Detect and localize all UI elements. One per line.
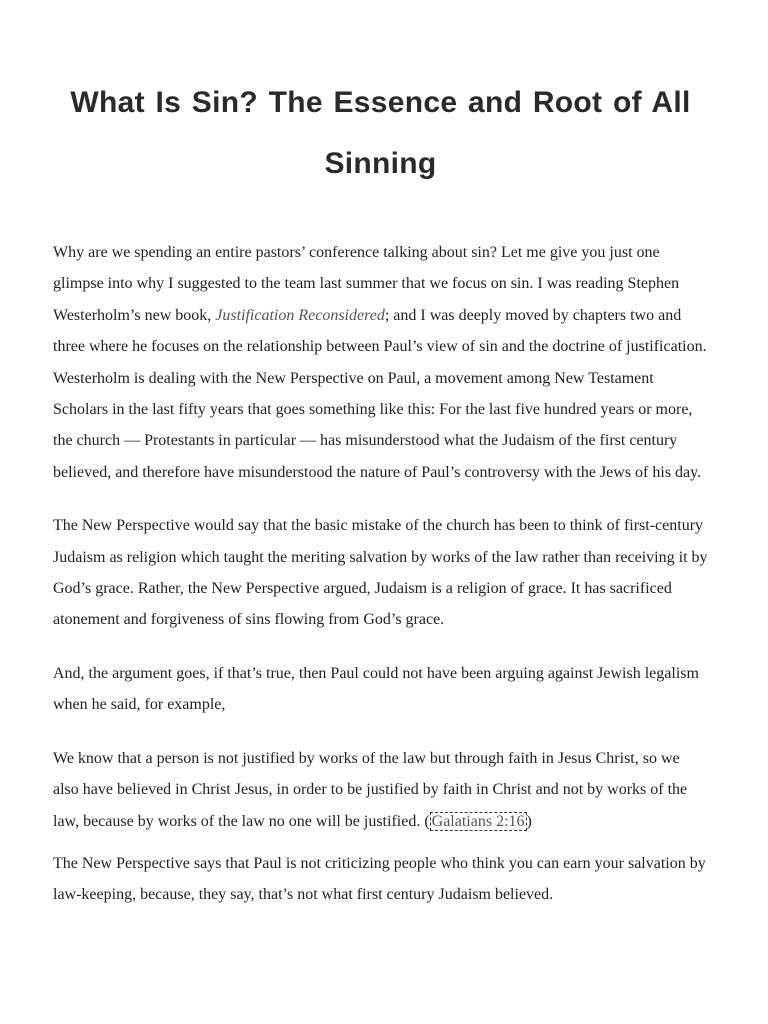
paragraph-1-text-end: ; and I was deeply moved by chapters two and three where he focuses on the relationship between Paul’s view of sin and the doctrine of justification. <box>53 306 707 356</box>
scripture-reference-link[interactable]: Galatians 2:16 <box>431 812 525 830</box>
page-title: What Is Sin? The Essence and Root of All Sinning <box>70 86 691 180</box>
book-title-emphasis: Justification Reconsidered <box>215 306 385 324</box>
paragraph-1-text-start: Why are we spending an entire pastors’ conference talking about sin? Let me give you just one glimpse into why I suggested to the team last summer that we focus on sin. I was reading Stephen Westerholm’s new book, <box>53 244 680 324</box>
paragraph-2: Westerholm is dealing with the New Perspective on Paul, a movement among New Testament Scholars in the last fifty years that goes something like this: For the last five hundred years or more, the church — Protestants in particular — has misunderstood what the Judaism of the first century believed, and therefore have misunderstood the nature of Paul’s controversy with the Jews of his day. <box>53 369 702 481</box>
paragraph-3: The New Perspective would say that the basic mistake of the church has been to think of first-century Judaism as religion which taught the meriting salvation by works of the law rather than receiving it by God’s grace. Rather, the New Perspective argued, Judaism is a religion of grace. It has sacrificed atonement and forgiveness of sins flowing from God’s grace. <box>53 517 708 629</box>
document-body <box>53 237 708 911</box>
scripture-quote-text: We know that a person is not justified by works of the law but through faith in Jesus Christ, so we also have believed in Christ Jesus, in order to be justified by faith in Christ and not by works of the law, because by works of the law no one will be justified. ( <box>53 749 688 830</box>
paragraph-1 <box>53 237 708 363</box>
scripture-quote-close: ) <box>526 812 532 830</box>
paragraph-6: The New Perspective says that Paul is not criticizing people who think you can earn your salvation by law-keeping, because, they say, that’s not what first century Judaism believed. <box>53 854 706 904</box>
scripture-quote <box>53 743 708 837</box>
paragraph-4: And, the argument goes, if that’s true, then Paul could not have been arguing against Jewish legalism when he said, for example, <box>53 664 699 714</box>
